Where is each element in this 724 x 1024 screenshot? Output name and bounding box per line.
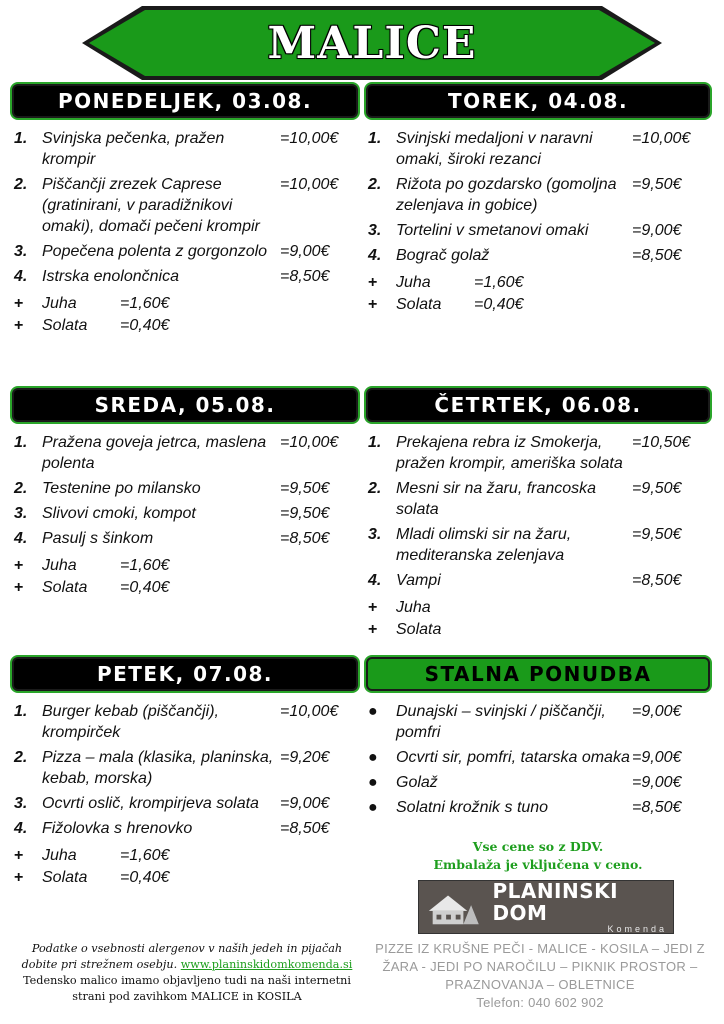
menu-item bbox=[14, 128, 356, 170]
price-notes bbox=[368, 838, 708, 874]
item-number: 3. bbox=[368, 526, 382, 543]
item-name: Dunajski – svinjski / piščančji, pomfri bbox=[396, 703, 606, 741]
extra-name: Solata bbox=[42, 317, 88, 334]
menu-item bbox=[368, 747, 708, 768]
extra-name: Solata bbox=[42, 869, 88, 886]
services-text: PIZZE IZ KRUŠNE PEČI - MALICE - KOSILA – JEDI Z ŽARA - JEDI PO NAROČILU – PIKNIK PROSTOR – PRAZNOVANJA – OBLETNICE bbox=[375, 941, 705, 992]
extra-name: Juha bbox=[42, 557, 77, 574]
plus-icon: + bbox=[14, 295, 24, 312]
item-number: 1. bbox=[368, 434, 382, 451]
extra-price: =0,40€ bbox=[120, 869, 170, 886]
menu-item bbox=[368, 128, 708, 170]
extras-list bbox=[14, 293, 356, 337]
logo-title: PLANINSKI DOM bbox=[492, 879, 619, 925]
item-price: =8,50€ bbox=[280, 530, 330, 547]
item-price: =9,50€ bbox=[632, 480, 682, 497]
item-name: Pizza – mala (klasika, planinska, kebab, morska) bbox=[42, 749, 274, 787]
allergen-note: Podatke o vsebnosti alergenov v naših jedeh in pijačah dobite pri strežnem osebju. bbox=[21, 942, 343, 971]
item-number: 4. bbox=[14, 530, 28, 547]
extra-price: =0,40€ bbox=[120, 317, 170, 334]
extra-name: Juha bbox=[42, 295, 77, 312]
extra-item bbox=[14, 867, 356, 889]
item-name: Slivovi cmoki, kompot bbox=[42, 505, 196, 522]
item-price: =9,50€ bbox=[632, 176, 682, 193]
day-header: PETEK, 07.08. bbox=[14, 659, 356, 689]
item-price: =9,00€ bbox=[280, 795, 330, 812]
menu-item bbox=[14, 818, 356, 839]
extra-item bbox=[14, 315, 356, 337]
bullet-icon: ● bbox=[368, 799, 378, 816]
menu-item bbox=[368, 524, 708, 566]
menu-item bbox=[368, 245, 708, 266]
item-name: Mladi olimski sir na žaru, mediteranska zelenjava bbox=[396, 526, 572, 564]
menu-item bbox=[14, 266, 356, 287]
menu-item bbox=[14, 478, 356, 499]
plus-icon: + bbox=[14, 579, 24, 596]
item-name: Svinjska pečenka, pražen krompir bbox=[42, 130, 225, 168]
menu-item bbox=[14, 432, 356, 474]
item-price: =10,00€ bbox=[280, 703, 339, 720]
phone: Telefon: 040 602 902 bbox=[476, 995, 604, 1010]
menu-item bbox=[368, 570, 708, 591]
item-price: =9,00€ bbox=[280, 243, 330, 260]
item-price: =8,50€ bbox=[632, 799, 682, 816]
extras-list bbox=[368, 597, 708, 641]
item-number: 2. bbox=[368, 480, 382, 497]
item-name: Pražena goveja jetrca, maslena polenta bbox=[42, 434, 267, 472]
logo bbox=[418, 880, 674, 934]
item-name: Testenine po milansko bbox=[42, 480, 201, 497]
extra-item bbox=[14, 577, 356, 599]
item-price: =10,00€ bbox=[632, 130, 691, 147]
item-price: =9,00€ bbox=[632, 222, 682, 239]
bullet-icon: ● bbox=[368, 703, 378, 720]
menu-items bbox=[368, 432, 708, 591]
item-price: =9,00€ bbox=[632, 749, 682, 766]
menu-item bbox=[368, 220, 708, 241]
extra-name: Solata bbox=[42, 579, 88, 596]
item-number: 4. bbox=[368, 572, 382, 589]
item-name: Vampi bbox=[396, 572, 441, 589]
bullet-icon: ● bbox=[368, 749, 378, 766]
fixed-offer-section bbox=[368, 659, 708, 822]
day-section-monday bbox=[14, 86, 356, 337]
plus-icon: + bbox=[368, 274, 378, 291]
item-name: Golaž bbox=[396, 774, 438, 791]
menu-item bbox=[14, 747, 356, 789]
item-price: =9,20€ bbox=[280, 749, 330, 766]
item-number: 1. bbox=[14, 703, 28, 720]
extras-list bbox=[14, 555, 356, 599]
footer-info bbox=[14, 941, 360, 1005]
item-name: Piščančji zrezek Caprese (gratinirani, v paradižnikovi omaki), domači pečeni krompir bbox=[42, 176, 260, 235]
bullet-icon: ● bbox=[368, 774, 378, 791]
item-price: =8,50€ bbox=[280, 820, 330, 837]
item-price: =9,50€ bbox=[632, 526, 682, 543]
item-price: =8,50€ bbox=[632, 572, 682, 589]
page-title: MALICE bbox=[267, 17, 477, 69]
logo-subtitle: Komenda bbox=[607, 924, 667, 934]
item-price: =8,50€ bbox=[280, 268, 330, 285]
extra-item bbox=[368, 294, 708, 316]
item-price: =9,50€ bbox=[280, 505, 330, 522]
item-number: 4. bbox=[14, 268, 28, 285]
item-name: Burger kebab (piščančji), krompirček bbox=[42, 703, 219, 741]
item-price: =10,00€ bbox=[280, 434, 339, 451]
extra-price: =0,40€ bbox=[120, 579, 170, 596]
extra-item bbox=[14, 845, 356, 867]
plus-icon: + bbox=[14, 317, 24, 334]
item-name: Ocvrti sir, pomfri, tatarska omaka bbox=[396, 749, 630, 766]
menu-item bbox=[14, 503, 356, 524]
extras-list bbox=[368, 272, 708, 316]
menu-item bbox=[14, 241, 356, 262]
menu-item bbox=[368, 174, 708, 216]
item-name: Bograč golaž bbox=[396, 247, 490, 264]
title-banner bbox=[80, 4, 664, 82]
item-number: 2. bbox=[14, 176, 28, 193]
item-number: 4. bbox=[368, 247, 382, 264]
menu-items bbox=[368, 128, 708, 266]
item-name: Rižota po gozdarsko (gomoljna zelenjava in gobice) bbox=[396, 176, 617, 214]
item-price: =8,50€ bbox=[632, 247, 682, 264]
vat-note: Vse cene so z DDV. bbox=[472, 839, 604, 854]
item-price: =10,00€ bbox=[280, 130, 339, 147]
extra-price: =1,60€ bbox=[120, 295, 170, 312]
item-name: Solatni krožnik s tuno bbox=[396, 799, 549, 816]
menu-items bbox=[368, 701, 708, 818]
item-number: 1. bbox=[368, 130, 382, 147]
packaging-note: Embalaža je vključena v ceno. bbox=[433, 857, 643, 872]
website-note: Tedensko malico imamo objavljeno tudi na naši internetni strani pod zavihkom MALICE in KOSILA bbox=[23, 974, 351, 1003]
item-name: Tortelini v smetanovi omaki bbox=[396, 222, 589, 239]
day-header: STALNA PONUDBA bbox=[368, 659, 708, 689]
plus-icon: + bbox=[368, 296, 378, 313]
item-number: 3. bbox=[14, 795, 28, 812]
item-number: 2. bbox=[14, 749, 28, 766]
plus-icon: + bbox=[368, 621, 378, 638]
extra-item bbox=[368, 619, 708, 641]
menu-item bbox=[14, 793, 356, 814]
menu-item bbox=[14, 528, 356, 549]
day-header: ČETRTEK, 06.08. bbox=[368, 390, 708, 420]
extra-price: =1,60€ bbox=[120, 557, 170, 574]
day-header: PONEDELJEK, 03.08. bbox=[14, 86, 356, 116]
extra-name: Juha bbox=[396, 599, 431, 616]
item-number: 2. bbox=[368, 176, 382, 193]
extra-item bbox=[368, 597, 708, 619]
item-number: 4. bbox=[14, 820, 28, 837]
item-number: 3. bbox=[368, 222, 382, 239]
menu-item bbox=[368, 772, 708, 793]
extra-name: Solata bbox=[396, 296, 442, 313]
menu-item bbox=[14, 174, 356, 237]
plus-icon: + bbox=[14, 869, 24, 886]
extra-name: Juha bbox=[396, 274, 431, 291]
day-section-wednesday bbox=[14, 390, 356, 599]
extra-item bbox=[14, 555, 356, 577]
day-header: SREDA, 05.08. bbox=[14, 390, 356, 420]
extras-list bbox=[14, 845, 356, 889]
extra-price: =1,60€ bbox=[474, 274, 524, 291]
extra-item bbox=[14, 293, 356, 315]
day-section-friday bbox=[14, 659, 356, 889]
item-price: =10,50€ bbox=[632, 434, 691, 451]
menu-item bbox=[14, 701, 356, 743]
extra-name: Juha bbox=[42, 847, 77, 864]
extra-price: =1,60€ bbox=[120, 847, 170, 864]
item-price: =9,50€ bbox=[280, 480, 330, 497]
item-name: Popečena polenta z gorgonzolo bbox=[42, 243, 268, 260]
item-number: 3. bbox=[14, 243, 28, 260]
item-price: =9,00€ bbox=[632, 774, 682, 791]
website-link[interactable]: www.planinskidomkomenda.si bbox=[180, 958, 353, 971]
item-number: 1. bbox=[14, 130, 28, 147]
extra-price: =0,40€ bbox=[474, 296, 524, 313]
item-name: Svinjski medaljoni v naravni omaki, široki rezanci bbox=[396, 130, 593, 168]
house-icon bbox=[425, 885, 486, 929]
plus-icon: + bbox=[14, 557, 24, 574]
services-list bbox=[372, 940, 708, 1012]
menu-item bbox=[368, 797, 708, 818]
item-price: =9,00€ bbox=[632, 703, 682, 720]
menu-item bbox=[368, 478, 708, 520]
day-section-thursday bbox=[368, 390, 708, 641]
item-name: Fižolovka s hrenovko bbox=[42, 820, 193, 837]
item-number: 2. bbox=[14, 480, 28, 497]
day-section-tuesday bbox=[368, 86, 708, 316]
menu-items bbox=[14, 432, 356, 549]
item-name: Istrska enolončnica bbox=[42, 268, 179, 285]
menu-items bbox=[14, 128, 356, 287]
extra-item bbox=[368, 272, 708, 294]
item-number: 1. bbox=[14, 434, 28, 451]
plus-icon: + bbox=[368, 599, 378, 616]
item-number: 3. bbox=[14, 505, 28, 522]
item-price: =10,00€ bbox=[280, 176, 339, 193]
day-header: TOREK, 04.08. bbox=[368, 86, 708, 116]
item-name: Prekajena rebra iz Smokerja, pražen krompir, ameriška solata bbox=[396, 434, 623, 472]
item-name: Pasulj s šinkom bbox=[42, 530, 154, 547]
item-name: Mesni sir na žaru, francoska solata bbox=[396, 480, 597, 518]
menu-item bbox=[368, 432, 708, 474]
extra-name: Solata bbox=[396, 621, 442, 638]
menu-item bbox=[368, 701, 708, 743]
plus-icon: + bbox=[14, 847, 24, 864]
item-name: Ocvrti oslič, krompirjeva solata bbox=[42, 795, 259, 812]
menu-items bbox=[14, 701, 356, 839]
